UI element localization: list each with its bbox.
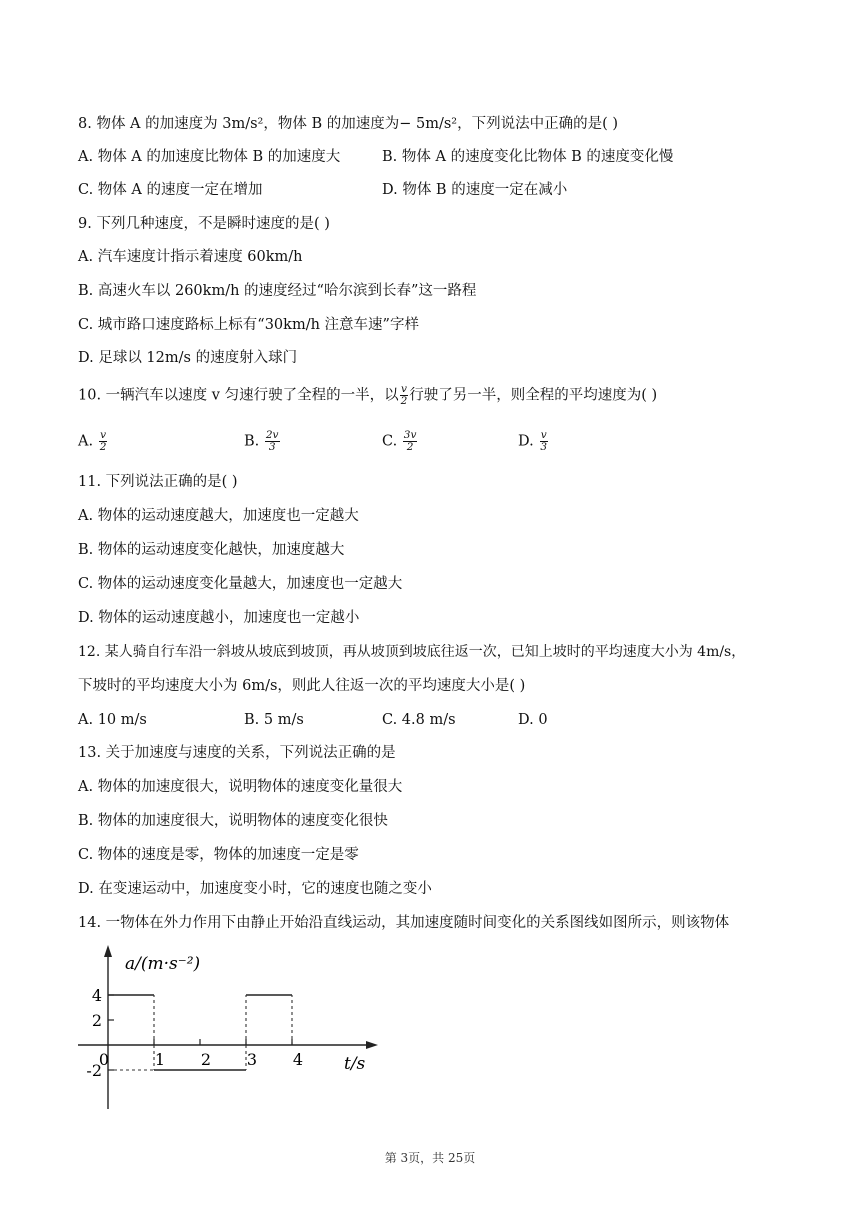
q11-option-d: D. 物体的运动速度越小，加速度也一定越小 [78, 610, 360, 626]
fraction-numerator: 3v [403, 429, 417, 441]
acceleration-time-graph [70, 935, 390, 1115]
q9-option-d: D. 足球以 12m/s 的速度射入球门 [78, 350, 298, 366]
q9-option-b: B. 高速火车以 260km/h 的速度经过“哈尔滨到长春”这一路程 [78, 283, 477, 299]
x-axis-label: t/s [344, 1054, 366, 1074]
option-fraction [99, 430, 108, 453]
option-label: A. [78, 433, 94, 450]
q13-option-c: C. 物体的速度是零，物体的加速度一定是零 [78, 847, 359, 863]
q8-option-a: A. 物体 A 的加速度比物体 B 的加速度大 [78, 149, 341, 165]
q8-option-b: B. 物体 A 的速度变化比物体 B 的速度变化慢 [382, 149, 674, 165]
option-label: B. [244, 433, 260, 450]
q11-option-c: C. 物体的运动速度变化量越大，加速度也一定越大 [78, 576, 403, 592]
q12-option-c: C. 4.8 m/s [382, 712, 456, 728]
q12-stem-line1: 12. 某人骑自行车沿一斜坡从坡底到坡顶，再从坡顶到坡底往返一次，已知上坡时的平均速度大小为 4m/s， [78, 644, 746, 660]
q10-stem [78, 384, 657, 407]
q9-option-a: A. 汽车速度计指示着速度 60km/h [78, 249, 303, 265]
q11-stem: 11. 下列说法正确的是( ) [78, 474, 238, 490]
fraction-numerator: v [540, 429, 547, 441]
q10-option-d [518, 430, 549, 453]
option-label: C. [382, 433, 398, 450]
q11-option-b: B. 物体的运动速度变化越快，加速度越大 [78, 542, 345, 558]
q12-stem-line2: 下坡时的平均速度大小为 6m/s，则此人往返一次的平均速度大小是( ) [78, 678, 526, 694]
fraction-denominator: 3 [540, 441, 548, 453]
option-fraction [539, 430, 548, 453]
fraction-numerator: v [100, 429, 107, 441]
q13-option-a: A. 物体的加速度很大，说明物体的速度变化量很大 [78, 779, 403, 795]
graph-marks [86, 986, 303, 1080]
fraction-denominator: 2 [99, 441, 107, 453]
q10-stem-fraction [400, 384, 409, 407]
y-axis-label: a/(m·s⁻²) [125, 954, 201, 974]
page-footer: 第 3页，共 25页 [384, 1151, 476, 1165]
option-fraction [403, 430, 418, 453]
q10-option-a [78, 430, 108, 453]
fraction-denominator: 3 [268, 441, 276, 453]
option-label: D. [518, 433, 534, 450]
option-fraction [265, 430, 280, 453]
q13-option-b: B. 物体的加速度很大，说明物体的速度变化很快 [78, 813, 388, 829]
q10-stem-after: 行驶了另一半，则全程的平均速度为( ) [409, 387, 658, 404]
y-tick-label-1: 2 [91, 1011, 102, 1030]
q9-option-c: C. 城市路口速度路标上标有“30km/h 注意车速”字样 [78, 317, 419, 333]
q13-option-d: D. 在变速运动中，加速度变小时，它的速度也随之变小 [78, 881, 432, 897]
q10-option-b [244, 430, 281, 453]
q12-option-d: D. 0 [518, 712, 548, 728]
y-tick-label-2: -2 [86, 1061, 102, 1080]
q13-stem: 13. 关于加速度与速度的关系，下列说法正确的是 [78, 745, 396, 761]
q8-option-c: C. 物体 A 的速度一定在增加 [78, 182, 263, 198]
x-tick-label-3: 3 [246, 1050, 258, 1069]
y-tick-label-0: 4 [91, 986, 102, 1005]
fraction-numerator: v [400, 383, 407, 395]
fraction-denominator: 2 [400, 395, 408, 407]
x-tick-label-1: 1 [154, 1050, 166, 1069]
x-tick-label-2: 2 [200, 1050, 212, 1069]
q14-stem: 14. 一物体在外力作用下由静止开始沿直线运动，其加速度随时间变化的关系图线如图所示，则该物体 [78, 915, 730, 931]
fraction-denominator: 2 [406, 441, 414, 453]
q12-option-a: A. 10 m/s [78, 712, 147, 728]
q11-option-a: A. 物体的运动速度越大，加速度也一定越大 [78, 508, 359, 524]
x-tick-label-4: 4 [292, 1050, 304, 1069]
q8-stem: 8. 物体 A 的加速度为 3m/s²，物体 B 的加速度为− 5m/s²，下列说法中正确的是( ) [78, 116, 619, 132]
q8-option-d: D. 物体 B 的速度一定在减小 [382, 182, 568, 198]
x-tick-label-0: 0 [98, 1050, 110, 1069]
q12-option-b: B. 5 m/s [244, 712, 304, 728]
x-axis-arrow [366, 1041, 378, 1049]
q9-stem: 9. 下列几种速度，不是瞬时速度的是( ) [78, 216, 330, 232]
q10-option-c [382, 430, 418, 453]
y-axis-arrow [104, 945, 112, 957]
q10-stem-before: 10. 一辆汽车以速度 v 匀速行驶了全程的一半，以 [78, 387, 399, 404]
fraction-numerator: 2v [265, 429, 279, 441]
